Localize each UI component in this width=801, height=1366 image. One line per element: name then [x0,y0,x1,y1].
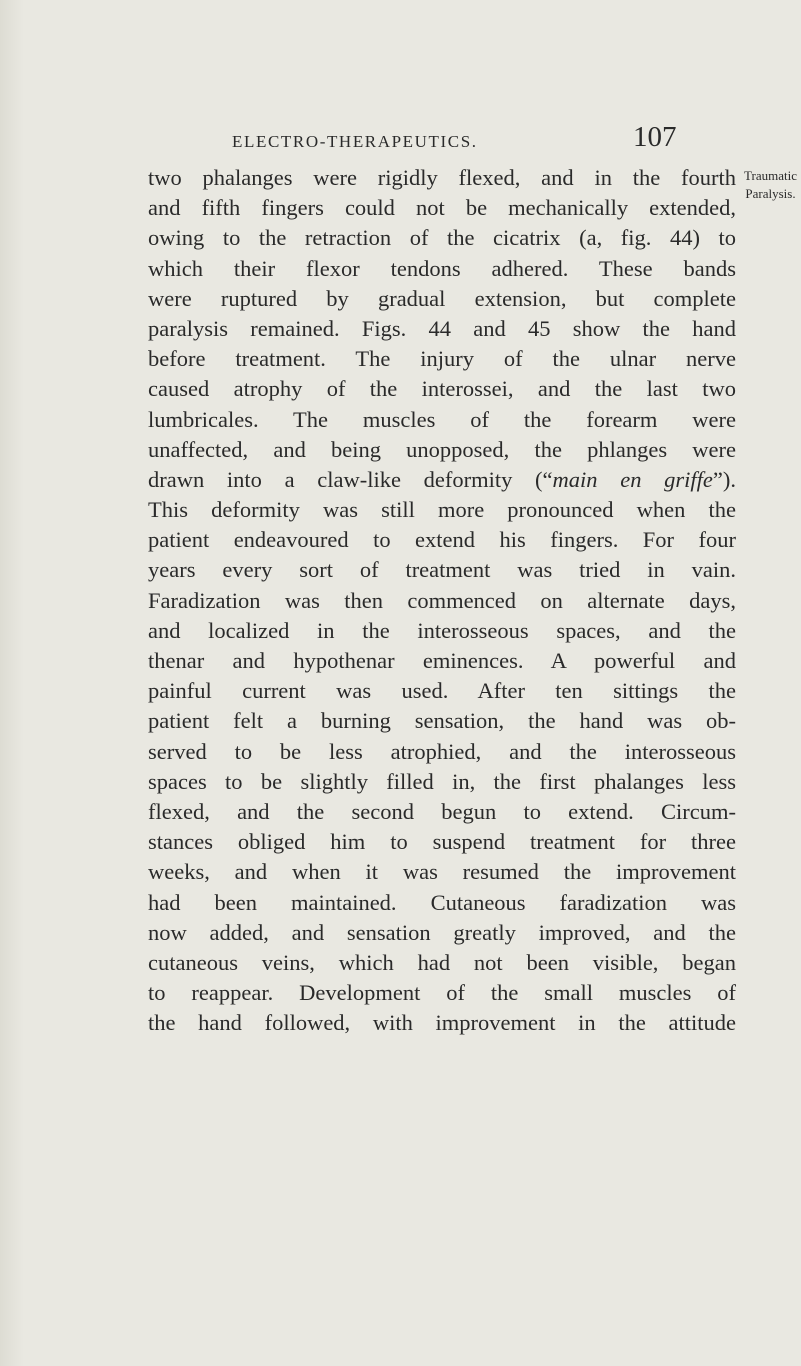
text-segment: ”). [712,466,736,492]
text-segment: lumbricales. The muscles of the forearm were [148,406,736,432]
text-line [148,646,736,676]
text-segment: years every sort of treatment was tried in vain. [148,557,736,583]
text-segment: cutaneous veins, which had not been visible, began [148,949,736,975]
text-line [148,344,736,374]
text-segment: unaffected, and being unopposed, the phlanges were [148,436,736,462]
text-segment: served to be less atrophied, and the interosseous [148,738,736,764]
text-segment: paralysis remained. Figs. 44 and 45 show the hand [148,315,736,341]
margin-note [740,167,801,203]
body-text [148,163,736,1038]
text-segment: caused atrophy of the interossei, and the last two [148,376,736,402]
text-segment: flexed, and the second begun to extend. Circum- [148,798,736,824]
page-edge-shadow [0,0,24,1366]
text-segment: now added, and sensation greatly improved, and the [148,919,736,945]
text-line [148,495,736,525]
text-line [148,525,736,555]
text-segment: stances obliged him to suspend treatment for three [148,829,736,855]
text-segment: which their flexor tendons adhered. These bands [148,255,736,281]
text-line [148,374,736,404]
text-line [148,1008,736,1038]
text-segment: the hand followed, with improvement in the attitude [148,1010,736,1036]
text-line [148,948,736,978]
text-line [148,555,736,585]
text-line [148,676,736,706]
text-line [148,405,736,435]
text-segment: thenar and hypothenar eminences. A powerful and [148,648,736,673]
text-line [148,978,736,1008]
margin-note-line: Traumatic [744,168,797,183]
text-line [148,767,736,797]
text-segment: owing to the retraction of the cicatrix (a, fig. 44) to [148,225,736,251]
text-line [148,586,736,616]
text-line [148,918,736,948]
italic-phrase: main en griffe [552,466,713,492]
text-segment: and fifth fingers could not be mechanically extended, [148,195,736,221]
text-line [148,888,736,918]
text-line [148,254,736,284]
text-line [148,797,736,827]
text-line [148,827,736,857]
text-line [148,163,736,193]
text-line [148,616,736,646]
text-line [148,706,736,736]
text-segment: had been maintained. Cutaneous faradization was [148,889,736,915]
running-head: ELECTRO-THERAPEUTICS. [232,132,478,151]
text-segment: spaces to be slightly filled in, the first phalanges less [148,768,736,794]
text-segment: two phalanges were rigidly flexed, and in the fourth [148,165,736,190]
text-segment: patient felt a burning sensation, the hand was ob- [148,708,736,734]
text-line [148,223,736,253]
text-segment: drawn into a claw-like deformity (“ [148,466,553,492]
text-line [148,193,736,223]
text-segment: before treatment. The injury of the ulnar nerve [148,346,736,372]
text-line [148,737,736,767]
text-line [148,435,736,465]
page-number: 107 [633,121,677,153]
margin-note-line: Paralysis. [745,186,796,201]
text-segment: painful current was used. After ten sittings the [148,678,736,704]
text-segment: patient endeavoured to extend his fingers. For four [148,527,736,553]
text-segment: This deformity was still more pronounced when the [148,497,736,523]
text-line [148,284,736,314]
text-line [148,857,736,887]
text-line [148,465,736,495]
text-segment: to reappear. Development of the small muscles of [148,980,736,1006]
text-line [148,314,736,344]
text-segment: and localized in the interosseous spaces, and the [148,617,736,643]
text-segment: Faradization was then commenced on alternate days, [148,587,736,613]
text-segment: weeks, and when it was resumed the improvement [148,859,736,885]
text-segment: were ruptured by gradual extension, but complete [148,285,736,311]
